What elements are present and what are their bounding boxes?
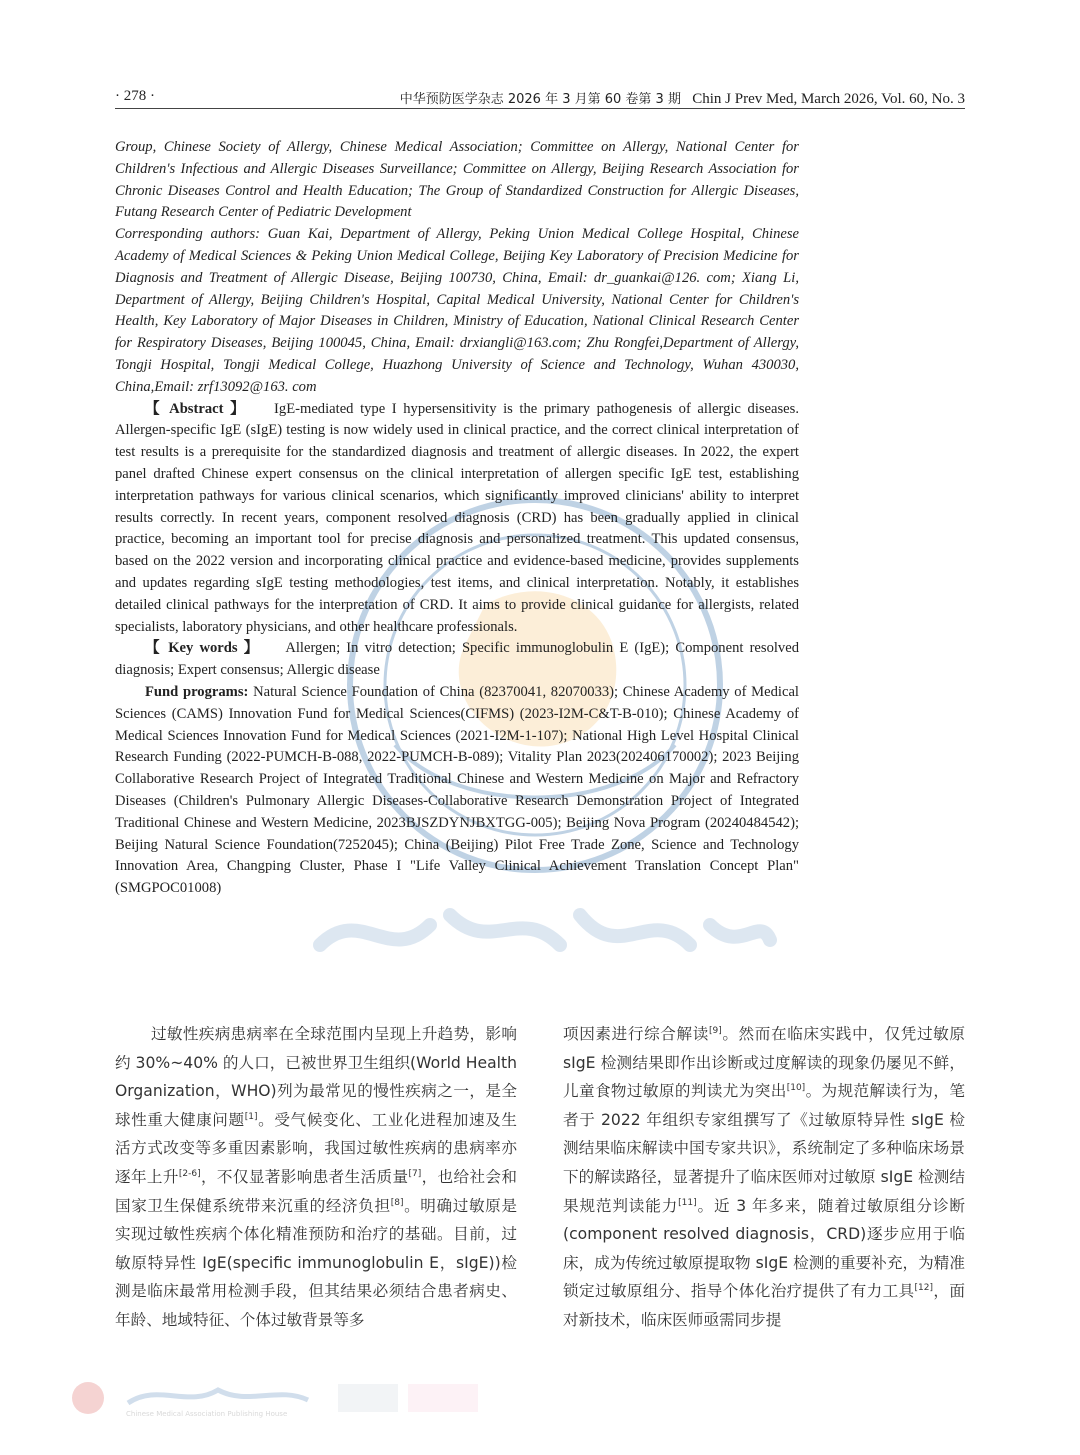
journal-name-en: Chin J Prev Med, March 2026, Vol. 60, No. 3 — [692, 91, 965, 107]
affiliations: Group, Chinese Society of Allergy, Chinese Medical Association; Committee on Allergy, National Center for Children's Infectious and Allergic Diseases Surveillance; Committee on Allergy, Beijing Research Association for Chronic Diseases Control and Health Education; The Group of Standardized Construction for Allergic Diseases, Futang Research Center of Pediatric Development — [115, 139, 799, 221]
intro-paragraph: 过敏性疾病患病率在全球范围内呈现上升趋势，影响约 30%~40% 的人口，已被世界卫生组织(World Health Organization，WHO)列为最常见的慢性疾病之一，是全球性重大健康问题[1]。受气候变化、工业化进程加速及生活方式改变等多重因素影响，我国过敏性疾病的患病率亦逐年上升[2-6]，不仅显著影响患者生活质量[7]，也给社会和国家卫生保健系统带来沉重的经济负担[8]。明确过敏原是实现过敏性疾病个体化精准预防和治疗的基础。目前，过敏原特异性 IgE(specific immunoglobulin E，sIgE))检测是临床最常用检测手段，但其结果必须结合患者病史、年龄、地域特征、个体过敏背景等多 — [115, 1025, 517, 1329]
intro-paragraph-continued: 项因素进行综合解读[9]。然而在临床实践中，仅凭过敏原 sIgE 检测结果即作出诊断或过度解读的现象仍屡见不鲜，儿童食物过敏原的判读尤为突出[10]。为规范解读行为，笔者于 2022 年组织专家组撰写了《过敏原特异性 sIgE 检测结果临床解读中国专家共识》，系统制定了多种临床场景下的解读路径，显著提升了临床医师对过敏原 sIgE 检测结果规范判读能力[11]。近 3 年多来，随着过敏原组分诊断(component resolved diagnosis，CRD)逐步应用于临床，成为传统过敏原提取物 sIgE 检测的重要补充，为精准锁定过敏原组分、指导个体化治疗提供了有力工具[12]，面对新技术，临床医师亟需同步提 — [563, 1025, 965, 1329]
keywords-label: 【 Key words 】 — [145, 640, 261, 657]
page-header — [115, 86, 965, 109]
citation[interactable]: [9] — [708, 1026, 722, 1036]
fund-paragraph — [115, 682, 799, 900]
keywords-text: Allergen; In vitro detection; Specific immunoglobulin E (IgE); Component resolved diagnosis; Expert consensus; Allergic disease — [115, 640, 800, 679]
body-column-left — [115, 1020, 517, 1335]
body-text — [115, 1020, 965, 1370]
abstract-label: 【 Abstract 】 — [145, 400, 248, 417]
english-abstract-section — [115, 137, 799, 900]
citation[interactable]: [10] — [786, 1083, 806, 1094]
journal-citation — [400, 88, 965, 108]
fund-text: Natural Science Foundation of China (82370041, 82070033); Chinese Academy of Medical Sciences (CAMS) Innovation Fund for Medical Sciences(CIFMS) (2023-I2M-C&T-B-010); Chinese Academy of Medical Sciences Innovation Fund for Medical Sciences (2021-I2M-1-107); National High Level Hospital Clinical Research Funding (2022-PUMCH-B-088, 2022-PUMCH-B-089); Vitality Plan 2023(202406170002); 2023 Beijing Collaborative Research Project of Integrated Traditional Chinese and Western Medicine on Major and Refractory Diseases (Children's Pulmonary Allergic Diseases-Collaborative Research Demonstration Project of Integrated Traditional Chinese and Western Medicine, 2023BJSZDYNJBXTGG-005); Beijing Nova Program (20240484542); Beijing Natural Science Foundation(7252045); China (Beijing) Pilot Free Trade Zone, Science and Technology Innovation Area, Changping Cluster, Phase I "Life Valley Clinical Achievement Translation Concept Plan"(SMGPOC01008) — [115, 683, 799, 897]
abstract-text: IgE-mediated type I hypersensitivity is the primary pathogenesis of allergic diseases. Allergen-specific IgE (sIgE) testing is now widely used in clinical practice, and the correct clinical interpretation of test results is a prerequisite for the standardized diagnosis and treatment of allergic diseases. In 2022, the expert panel drafted Chinese expert consensus on the clinical interpretation of allergen specific IgE test, establishing interpretation pathways for various clinical scenarios, which significantly improved clinicians' ability to interpret results correctly. In recent years, component resolved diagnosis (CRD) has been gradually applied in clinical practice, becoming an important tool for precise diagnosis and personalized treatment. This updated consensus, based on the 2022 version and incorporating clinical practice and evidence-based medicine, provides supplements and updates regarding sIgE testing methodologies, test items, and clinical interpretation. Notably, it establishes detailed clinical pathways for the interpretation of CRD. It aims to provide clinical guidance for allergists, related specialists, laboratory physicians, and other healthcare professionals. — [115, 400, 799, 635]
citation[interactable]: [1] — [244, 1111, 258, 1122]
citation[interactable]: [2-6] — [178, 1168, 201, 1179]
abstract-paragraph — [115, 399, 799, 639]
publisher-name-en: Chinese Medical Association Publishing House — [126, 1410, 288, 1418]
citation[interactable]: [12] — [914, 1283, 934, 1294]
fund-label: Fund programs: — [145, 683, 249, 700]
corresponding-authors: Corresponding authors: Guan Kai, Department of Allergy, Peking Union Medical College Hospital, Chinese Academy of Medical Sciences & Peking Union Medical College, Beijing Key Laboratory of Precision Medicine for Diagnosis and Treatment of Allergic Disease, Beijing 100730, China, Email: dr_guankai@126. com; Xiang Li, Department of Allergy, Beijing Children's Hospital, Capital Medical University, National Center for Children's Health, Key Laboratory of Major Diseases in Children, Ministry of Education, National Clinical Research Center for Respiratory Diseases, Beijing 100045, China, Email: drxiangli@163.com; Zhu Rongfei,Department of Allergy, Tongji Hospital, Tongji Medical College, Huazhong University of Science and Technology, Wuhan 430030, China,Email: zrf13092@163. com — [115, 226, 799, 395]
page-number: · 278 · — [115, 88, 155, 104]
keywords-paragraph — [115, 638, 799, 682]
journal-name-cn: 中华预防医学杂志 2026 年 3 月第 60 卷第 3 期 — [399, 92, 681, 107]
citation[interactable]: [8] — [390, 1197, 404, 1208]
publisher-logo-icon — [68, 1378, 488, 1418]
citation[interactable]: [11] — [678, 1197, 697, 1208]
body-column-right — [563, 1020, 965, 1335]
citation[interactable]: [7] — [408, 1168, 422, 1179]
